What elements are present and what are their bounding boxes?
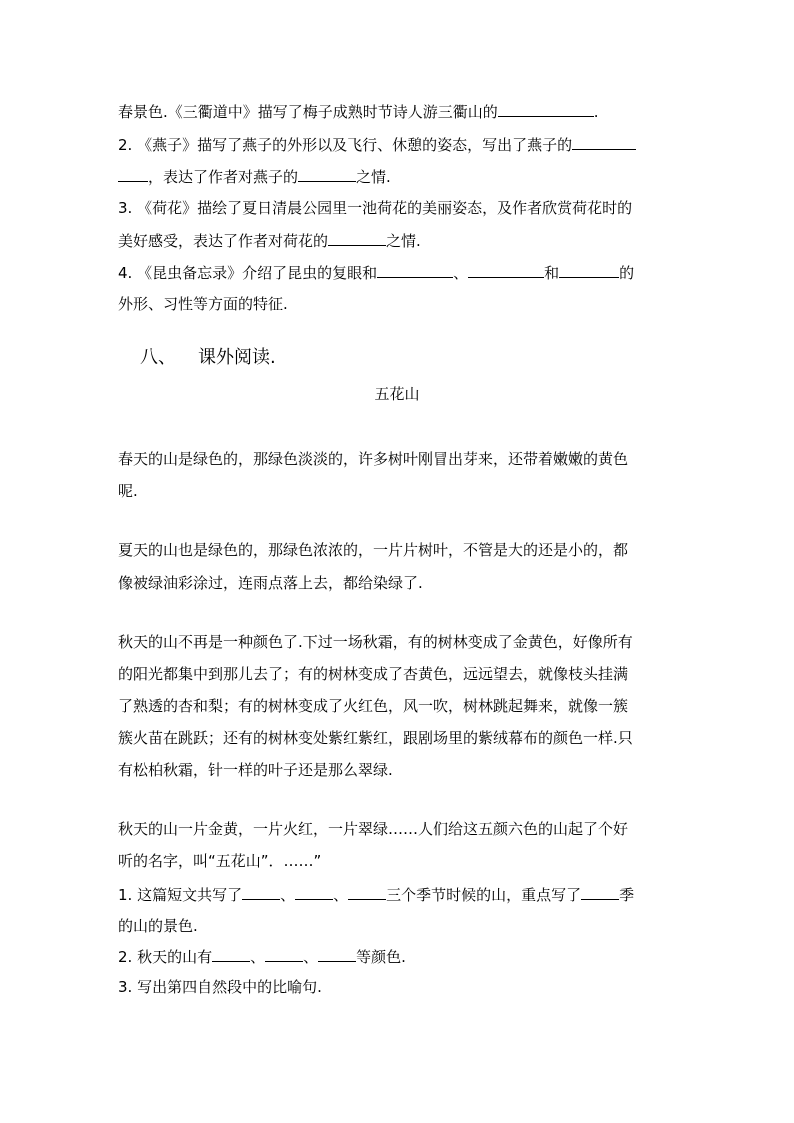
passage-p4-line2: 听的名字，叫“五花山”．……” bbox=[118, 852, 322, 870]
passage-p3-line4: 簇火苗在跳跃；还有的树林变处紫红紫红，跟剧场里的紫绒幕布的颜色一样.只 bbox=[118, 729, 633, 747]
section-heading bbox=[140, 347, 276, 369]
passage-p3-line3: 了熟透的杏和梨；有的树林变成了火红色，风一吹，树林跳起舞来，就像一簇 bbox=[118, 697, 629, 715]
passage-p2-line1: 夏天的山也是绿色的，那绿色浓浓的，一片片树叶，不管是大的还是小的，都 bbox=[118, 541, 629, 559]
passage-title: 五花山 bbox=[374, 385, 420, 403]
q1-tail-line bbox=[118, 101, 599, 122]
q4-line1 bbox=[118, 262, 634, 283]
q2-answer-blank-2[interactable] bbox=[298, 166, 356, 182]
bq2-answer-blank-3[interactable] bbox=[318, 946, 356, 962]
section-number: 八、 bbox=[140, 347, 176, 368]
passage-p3-line5: 有松柏秋霜，针一样的叶子还是那么翠绿. bbox=[118, 761, 393, 779]
bq1-text-part2: 三个季节时候的山，重点写了 bbox=[386, 886, 582, 904]
q3-line1 bbox=[118, 198, 632, 218]
bq3-text: 3. 写出第四自然段中的比喻句. bbox=[118, 978, 322, 996]
q4-sep2: 和 bbox=[544, 264, 560, 282]
bq1-text-part1: 1. 这篇短文共写了 bbox=[118, 886, 243, 904]
q2-line2 bbox=[118, 166, 391, 187]
q2-line1 bbox=[118, 134, 636, 155]
bq1-answer-blank-2[interactable] bbox=[295, 884, 333, 900]
bq1-sep1: 、 bbox=[280, 886, 296, 904]
q3-text-line2b: 之情. bbox=[386, 232, 421, 250]
q4-text-part2: 的 bbox=[619, 264, 635, 282]
bq1-text-line2: 的山的景色. bbox=[118, 917, 198, 935]
q1-answer-blank[interactable] bbox=[498, 101, 594, 117]
bq1-answer-blank-1[interactable] bbox=[242, 884, 280, 900]
q4-text-part1: 4. 《昆虫备忘录》介绍了昆虫的复眼和 bbox=[118, 264, 378, 282]
bq2-text-part1: 2. 秋天的山有 bbox=[118, 948, 213, 966]
bq1-line2 bbox=[118, 916, 198, 936]
q3-line2 bbox=[118, 230, 421, 251]
bq1-answer-blank-4[interactable] bbox=[581, 884, 619, 900]
q4-text-line2: 外形、习性等方面的特征. bbox=[118, 295, 288, 313]
bq1-answer-blank-3[interactable] bbox=[348, 884, 386, 900]
bq2-line bbox=[118, 946, 406, 967]
q4-line2 bbox=[118, 294, 288, 314]
q2-text-part3: 之情. bbox=[356, 168, 391, 186]
passage-p1-line2: 呢. bbox=[118, 482, 138, 500]
bq2-sep2: 、 bbox=[303, 948, 319, 966]
q1-tail-end: . bbox=[593, 103, 599, 121]
passage-p2-line2: 像被绿油彩涂过，连雨点落上去，都给染绿了. bbox=[118, 574, 423, 592]
passage-p4-line1: 秋天的山一片金黄，一片火红，一片翠绿……人们给这五颜六色的山起了个好 bbox=[118, 820, 629, 838]
q2-text-part1: 2. 《燕子》描写了燕子的外形以及飞行、休憩的姿态，写出了燕子的 bbox=[118, 136, 573, 154]
bq2-answer-blank-1[interactable] bbox=[212, 946, 250, 962]
bq1-line1 bbox=[118, 884, 634, 905]
section-title: 课外阅读. bbox=[198, 347, 276, 368]
passage-p1-line1: 春天的山是绿色的，那绿色淡淡的，许多树叶刚冒出芽来，还带着嫩嫩的黄色 bbox=[118, 450, 629, 468]
q3-answer-blank[interactable] bbox=[328, 230, 386, 246]
q2-answer-blank-1a[interactable] bbox=[572, 134, 636, 150]
q2-answer-blank-1b[interactable] bbox=[118, 166, 148, 182]
q4-answer-blank-1[interactable] bbox=[377, 262, 453, 278]
q2-text-part2: ，表达了作者对燕子的 bbox=[148, 168, 299, 186]
q1-tail-text: 春景色.《三衢道中》描写了梅子成熟时节诗人游三衢山的 bbox=[118, 103, 498, 121]
bq3-line bbox=[118, 977, 322, 997]
bq2-answer-blank-2[interactable] bbox=[265, 946, 303, 962]
bq2-text-part2: 等颜色. bbox=[356, 948, 406, 966]
q4-sep1: 、 bbox=[453, 264, 469, 282]
passage-p3-line1: 秋天的山不再是一种颜色了.下过一场秋霜，有的树林变成了金黄色，好像所有 bbox=[118, 633, 633, 651]
bq1-sep2: 、 bbox=[333, 886, 349, 904]
passage-p3-line2: 的阳光都集中到那儿去了；有的树林变成了杏黄色，远远望去，就像枝头挂满 bbox=[118, 665, 629, 683]
q4-answer-blank-3[interactable] bbox=[559, 262, 619, 278]
bq1-text-part3: 季 bbox=[619, 886, 635, 904]
bq2-sep1: 、 bbox=[250, 948, 266, 966]
q3-text-line2a: 美好感受，表达了作者对荷花的 bbox=[118, 232, 329, 250]
q4-answer-blank-2[interactable] bbox=[468, 262, 544, 278]
q3-text-line1: 3. 《荷花》描绘了夏日清晨公园里一池荷花的美丽姿态，及作者欣赏荷花时的 bbox=[118, 199, 633, 217]
